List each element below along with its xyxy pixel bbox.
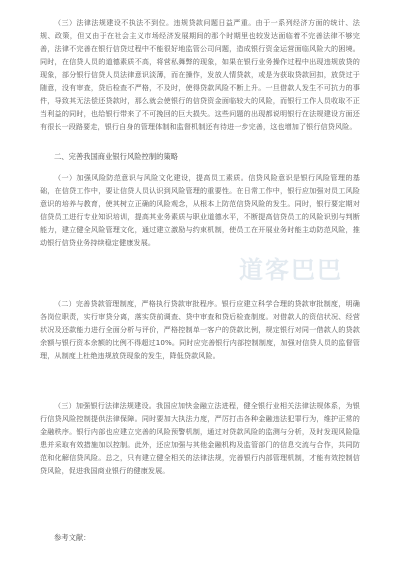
- paragraph-risk-awareness: （一）加强风险防范意识与风险文化建设，提高员工素质。信贷风险意识是银行风险管理的基础，在信贷工作中，要让信贷人员认识到风险管理的重要性。在日常工作中，银行应加强对员工风险意识的培养与教育，使其树立正确的风险观念，从根本上防范信贷风险的发生。同时，银行要定期对信贷员工进行专业知识培训，提高其业务素质与职业道德水平，不断提高信贷员工的风险识别与判断能力，建立健全风险管理文化，通过建立激励与约束机制，使员工在开展业务时能主动防范风险，推动银行信贷业务持续稳定健康发展。: [40, 173, 360, 247]
- section-heading: 二、完善我国商业银行风险控制的策略: [54, 152, 179, 161]
- paragraph-legal-issues: （三）法律法规建设不执法不到位。违规贷款问题日益严重。由于一系列经济方面的统计、法规、政策，但又由于在社会主义市场经济发展期间的那个时期里也较发达面临着不完善法律不够完善，法律不完善在银行信贷过程中不能很好地监管公司问题，造成银行资金运营面临风险大的困境。同时，在信贷人员的道德素质不高，将营私舞弊的现象，如果在银行业务操作过程中出现违规放贷的现象，部分银行信贷人员法律意识淡薄，而在操作，发放人情贷款，或是为获取贷款回扣，放贷过于随意，没有审查，贷后检查不严格，不及时，使得贷款风险不断上升。一旦借款人发生不可抗力的事件，导致其无法偿还贷款时，那么就会使银行的信贷资金面临较大的风险，而银行工作人员收取不正当利益的同时，也给银行带来了不可挽回的巨大损失。这些问题的出现都说明银行在法规建设方面还有很长一段路要走，银行自身的管理体制和监督机制还有待进一步完善，这也增加了银行信贷风险。: [40, 18, 360, 131]
- watermark-text: 道客巴巴: [239, 256, 343, 284]
- paragraph-loan-management: （二）完善贷款管理制度，严格执行贷款审批程序。银行应建立科学合理的贷款审批制度，明确各岗位职责，实行审贷分离，落实贷前调查、贷中审查和贷后检查制度。对借款人的资信状况、经营状况及还款能力进行全面分析与评价，严格控制单一客户的贷款比例，规定银行对同一借款人的贷款余额与银行资本余额的比例不得超过10%。同时应完善银行内部控制制度，加强对信贷人员的监督管理，从制度上杜绝违规放贷现象的发生，降低贷款风险。: [40, 299, 360, 360]
- paragraph-legal-construction: （三）加强银行法律法规建设。我国应加快金融立法进程，健全银行业相关法律法规体系，为银行信贷风险控制提供法律保障。同时要加大执法力度，严厉打击各种金融违法犯罪行为，维护正常的金融秩序。银行内部也应建立完善的风险预警机制，通过对贷款风险的监测与分析，及时发现风险隐患并采取有效措施加以控制。此外，还应加强与其他金融机构及监管部门的信息交流与合作，共同防范和化解信贷风险。总之，只有建立健全相关的法律法规，完善银行内部管理机制，才能有效控制信贷风险，促进我国商业银行的健康发展。: [40, 401, 360, 475]
- references-label: 参考文献：: [54, 533, 91, 542]
